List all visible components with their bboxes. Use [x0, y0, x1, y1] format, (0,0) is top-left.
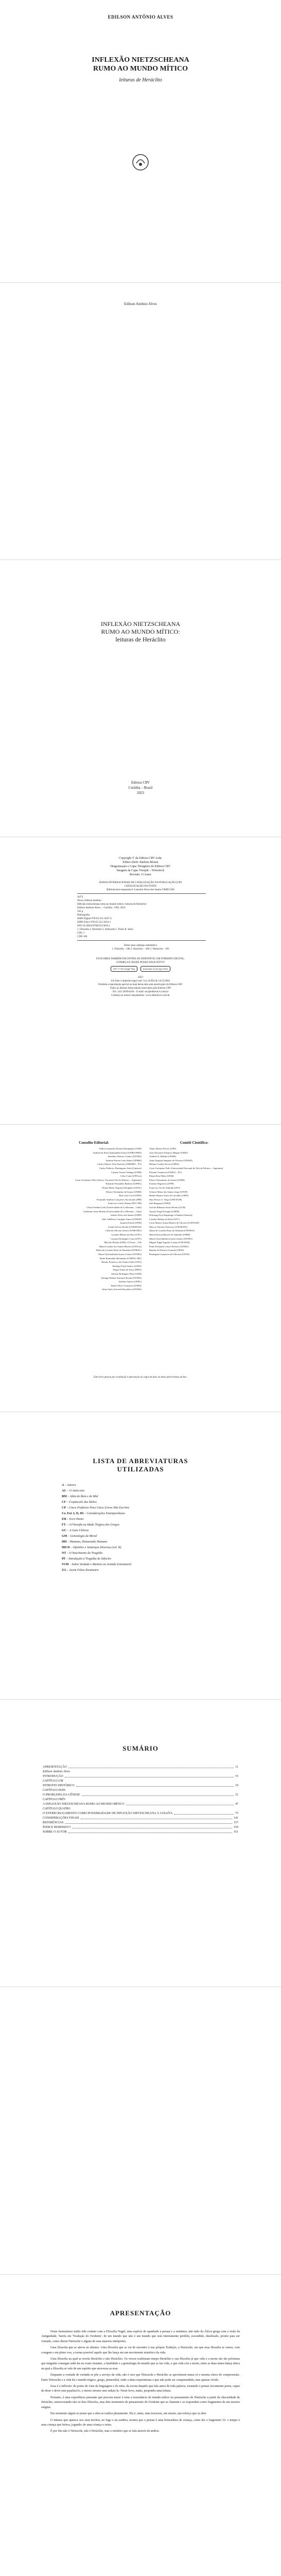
digital-available: ESTA OBRA TAMBÉM ENCONTRA-SE DISPONÍVEL EM FORMATO DIGITAL. [96, 958, 185, 960]
summary-entry-title: ÍNDICE REMISSIVO [43, 1826, 71, 1829]
abbreviation-code: HH [62, 1540, 67, 1544]
half-title-author: Edilson Antônio Alves [124, 302, 157, 306]
page-divider [0, 282, 281, 283]
copyright-credits [0, 856, 281, 877]
cip-entry-line: Alves, Edilson Antônio [77, 900, 101, 902]
council-member: Maria Lília Imbiriba Sousa Colares (UFOPA) [149, 1237, 192, 1240]
council-member: Jailson Alves dos Santos (UFRJ) [110, 1214, 142, 1217]
council-member: Maria Lília Imbiriba Sousa Colares (UFOPA) [98, 1253, 142, 1256]
summary-page-number: 75 [235, 1812, 238, 1815]
summary-entry-title: INTROITO HISTÓRICO [43, 1784, 75, 1787]
council-member: Elizeu Clementino de Souza (UNEB) [149, 1178, 185, 1181]
council-member: Ilma Passos A. Veiga (UNICEUB) [149, 1198, 182, 1201]
council-member: João Adalberto Campato Junior (UNESP) [102, 1217, 142, 1221]
abbreviation-row [62, 1511, 237, 1517]
abbreviation-row [62, 1556, 237, 1562]
abbreviation-desc: – A Filosofia na Idade Trágica dos Gregos [65, 1523, 119, 1527]
rights-line: Tel.: (41) 3039-6418 – E-mail: sac@editoracrv.com.br [112, 991, 169, 993]
page-divider [0, 1699, 281, 1700]
summary-row[interactable] [43, 1798, 238, 1802]
council-member: Carmen Tereza Velanga (UNIR) [111, 1171, 142, 1174]
body-paragraph: Uma filosofia na qual se revela Heráclito e não Heráclito. Os versos reafirmam tempo Heráclito e sua filosofia já que vida e a morte são tão próximas que ninguém consegue sabê-las no exato instante, a fatalidade e a genealogia do mundo que se faz vida, e que vida cria a morte, entre as duas numa dança única na qual a filosofia se vale de um espírito que atravessa as eras. [41, 2358, 240, 2370]
cip-subtitle: CATALOGAÇÃO NA FONTE [124, 885, 157, 888]
body-paragraph: O intenso que aparece nos seus trechos, no fogo e na sombra, mostra que o pensar é uma brincadeira de criança, como diz o fragmento 52: o tempo é uma criança que brinca, jogando; de uma criança o reino. [41, 2418, 240, 2427]
cip-entry-line: ISBN Digital 978-65-251-3637-2 [77, 918, 112, 920]
council-member: Barbara Coelho Neves (UFBA) [149, 1163, 180, 1166]
body-paragraph: Uma filosofia que se atreve ao abismo. Uma filosofia que se vai de encontro à sua própria Tradição, a Nietzsche, em que essa filosofia se ousou, com coragem e em pleno voo, a tornar possível aquilo que lhe lança em um movimento mistérico da vida. [41, 2346, 240, 2354]
abbreviation-row [62, 1488, 237, 1494]
council-member: Ramón de Oliveira Granado (UFES) [149, 1249, 184, 1252]
council-member: Lourdes Helena da Silva (UFV) [111, 1233, 142, 1236]
copyright-line: Copyright © da Editora CRV Ltda. [119, 857, 162, 860]
abbreviation-desc: – A Gaia Ciência [66, 1529, 89, 1532]
council-member: Maria Cristina dos Santos Bezerra (UFSCar) [99, 1245, 142, 1248]
rights-line: Conheça os nossos lançamentos: www.editoracrv.com.br [111, 994, 170, 997]
abbreviation-row [62, 1545, 237, 1551]
scientific-committee [149, 1141, 239, 1257]
council-member: Anselmo Alencar Colares (UFOPA) [107, 1155, 142, 1158]
cip-index-label: Índice para catálogo sistemático [124, 944, 157, 947]
abbreviations-subtitle: UTILIZADAS [117, 1465, 164, 1473]
councils-page [0, 1128, 281, 1406]
abbreviation-row [62, 1568, 237, 1573]
abbreviation-desc: – Genealogia da Moral [67, 1535, 97, 1538]
summary-entry-title: CAPÍTULO TRÊS [43, 1798, 65, 1801]
summary-leader [65, 1774, 234, 1777]
abbreviation-desc: – Cinco Prefácios Para Cinco Livros Não Escritos [66, 1506, 130, 1510]
title-page-line2: RUMO AO MUNDO MÍTICO: [101, 628, 180, 635]
summary-row[interactable] [43, 1793, 238, 1798]
abbreviation-row [62, 1505, 237, 1511]
summary-entry-title: SOBRE O AUTOR [43, 1831, 67, 1834]
abbreviation-code: ZA [62, 1569, 66, 1572]
summary-row[interactable] [43, 1765, 238, 1770]
title-page-line1: INFLEXÃO NIETZSCHEANA [100, 620, 181, 628]
page-divider [0, 2274, 281, 2275]
summary-page-number: 47 [235, 1803, 238, 1806]
council-member: Francisco Carlos Duarte (PUC-PR) [108, 1202, 142, 1205]
abbreviation-code: SVM [62, 1563, 69, 1566]
summary-page-number: 31 [235, 1793, 238, 1797]
council-member: Maria de Lourdes Pinto de Almeida (UNOESC) [149, 1229, 195, 1232]
summary-row[interactable] [43, 1770, 238, 1774]
title-page-publisher: Editora CRV [131, 781, 150, 785]
cover-title [0, 56, 281, 73]
presentation-body [41, 2330, 240, 2436]
summary-row[interactable] [43, 1816, 238, 1821]
abbreviations-list [62, 1483, 237, 1573]
editorial-council-list [46, 1147, 142, 1292]
summary-page-number: 161 [234, 1831, 238, 1834]
summary-row[interactable] [43, 1784, 238, 1788]
summary-page-number: 11 [235, 1766, 238, 1769]
summary-leader [65, 1821, 232, 1824]
title-page [0, 564, 281, 832]
title-page-imprint [0, 780, 281, 795]
cover-title-line1: INFLEXÃO NIETZSCHEANA [92, 56, 189, 64]
council-member: Elione Maria Nogueira Diogenes (UFAL) [102, 1186, 142, 1189]
body-paragraph: É por fim não é Nietzsche, não é Heráclito, mas o mistério que se fala através de ambos. [50, 2430, 160, 2433]
summary-leader [174, 1811, 234, 1815]
rights-line: Proibida a reprodução parcial ou total desta obra sem autorização da Editora CRV [98, 984, 183, 986]
summary-leader [68, 1830, 232, 1833]
abbreviation-desc: – Assim Falou Zaratustra [66, 1569, 99, 1572]
abbreviation-row [62, 1562, 237, 1568]
council-member: Marcelo Paixão (UFRJ e UTexas – US) [104, 1241, 142, 1244]
council-member: Lourdes Helena da Silva (UFV) [149, 1217, 180, 1221]
abbreviation-code: AC [62, 1489, 66, 1493]
abbreviation-code: HH II [62, 1546, 70, 1549]
summary-title: SUMÁRIO [122, 1744, 159, 1752]
summary-entry-title: Edilson Antônio Alves [43, 1770, 71, 1773]
peer-review-note: Este livro passou por avaliação e aprovação às cegas de dois ou mais pareceristas ad hoc. [94, 1376, 187, 1379]
council-member: Cesar Gerónimo Tello (Univer. Nacional Três de Febrero – Argentina) [75, 1178, 142, 1181]
app-note: CONHEÇA E BAIXE NOSSO APLICATIVO! [116, 961, 165, 964]
council-member: Eduardo Fernandes Barbosa (UFMG) [106, 1182, 142, 1185]
abbreviation-desc: – Introdução à Tragédia de Sófocles [65, 1557, 112, 1561]
summary-row[interactable] [43, 1821, 238, 1825]
summary-entry-title: INTRODUÇÃO [43, 1775, 63, 1778]
council-member: Marcos Vinicius Francisco (UNOESTE) [149, 1225, 188, 1228]
summary-leader [76, 1784, 234, 1787]
cip-entry-line: 1. Filosofia 2. Heráclito 3. Nietzsche I. Título II. Série. [77, 928, 134, 931]
publisher-logo-icon [130, 152, 151, 173]
council-member: Gláucia Maria dos Santos Jorge (UFOP) [149, 1190, 188, 1193]
abbreviation-code: A [62, 1484, 64, 1487]
app-store-badge[interactable]: Download on the App Store [140, 966, 171, 972]
abbreviation-code: CF [62, 1501, 66, 1504]
half-title-page [0, 286, 281, 554]
council-member: Andréia da Silva Quintanilha Sousa (UNIR/UFRN) [93, 1151, 142, 1154]
council-member: Élsio José Corá (UFFS) [119, 1194, 142, 1197]
summary-entry-title: CONSIDERAÇÕES FINAIS [43, 1817, 79, 1820]
copyright-line: Editor-chefe: Railson Moura [122, 861, 159, 864]
cover-author: EDILSON ANTÔNIO ALVES [108, 14, 173, 20]
abbreviation-row [62, 1539, 237, 1545]
summary-entry-title: O ENTRECRUZAMENTO COMO POSSIBILIDADE DE INFLEXÃO NIETZSCHEANA À JANAÍTA [43, 1812, 173, 1815]
council-member: Carlos Alberto Vilar Estêvão (UMINHO – PT) [97, 1163, 142, 1166]
summary-page-number: 19 [235, 1784, 238, 1787]
cip-entry-line: Bibliografia [77, 914, 90, 917]
council-member: Tania Suely Azevedo Brasileiro (UFOPA) [101, 1288, 142, 1291]
rights-line: 2023 [138, 976, 143, 979]
summary-page [0, 1703, 281, 1981]
rights-line: Todos os direitos desta edição reservados pela Editora CRV [110, 987, 171, 990]
abbreviations-heading [0, 1457, 281, 1473]
summary-entry-title: REFERÊNCIAS [43, 1821, 64, 1824]
blank-page [0, 1991, 281, 2269]
abbreviation-code: CP [62, 1506, 66, 1510]
cover-title-line2: RUMO AO MUNDO MÍTICO [93, 65, 188, 73]
title-page-title [0, 620, 281, 643]
abbreviation-code: Co. Ext. I, II, III [62, 1512, 84, 1515]
council-member: Eliane Rose Maio (UEM) [149, 1175, 174, 1178]
scientific-committee-title: Comitê Científico: [180, 1141, 208, 1145]
summary-page-number: 15 [235, 1775, 238, 1778]
summary-page-number: 159 [234, 1826, 238, 1829]
cover-page [0, 0, 281, 278]
council-member: Celso Conti (UFSCar) [120, 1175, 142, 1178]
summary-entry-title: CAPÍTULO DOIS [43, 1789, 65, 1792]
council-member: Rosângela Gonçalves de Oliveira (UFGD) [149, 1253, 190, 1256]
title-page-year: 2023 [137, 791, 144, 795]
council-member: Helder Buenos Aires de Carvalho (UFPI) [149, 1194, 188, 1197]
summary-list [0, 1765, 281, 1835]
summary-row[interactable] [43, 1811, 238, 1816]
title-page-line3: leituras de Heráclito [115, 636, 166, 643]
abbreviation-desc: – Considerações Extemporâneas [83, 1512, 125, 1515]
copyright-line: Imagem da Capa: Freepik – Wirestock [116, 869, 165, 872]
council-member: Aldira Guimarães Duarte Domínguez (UNB) [99, 1147, 142, 1150]
abbreviations-title: LISTA DE ABREVIATURAS [93, 1457, 188, 1465]
abbreviation-row [62, 1528, 237, 1534]
council-member: Simone Rodrigues Pinto (UNB) [111, 1273, 142, 1275]
council-member: Josania Portela (UFPI) [120, 1222, 142, 1225]
cip-entry-line: DOI 10.24824/978652513634.1 [77, 925, 111, 927]
summary-entry-title: CAPÍTULO UM [43, 1780, 63, 1783]
page-divider [0, 1124, 281, 1125]
abbreviation-row [62, 1551, 237, 1556]
council-member: Guillermo Arias Beatón (Universidade de La Havana – Cuba) [83, 1210, 142, 1213]
presentation-title: APRESENTAÇÃO [110, 2309, 171, 2317]
cip-entry-line: CDD 100 [77, 936, 87, 938]
council-member: Jussara Fraga Portugal (UNEB) [149, 1210, 180, 1213]
copyright-line: Revisão: O Autor [130, 873, 151, 876]
council-member: Kilwangy Kya Kapitango-a-Samba (Unemat) [149, 1214, 192, 1217]
council-member: Luciano Rodrigues Costa (UFV) [110, 1237, 142, 1240]
council-member: Anna Augusta Sampaio de Oliveira (UNESP) [149, 1159, 192, 1162]
abbreviation-desc: – Humano, Demasiado Humano [66, 1540, 108, 1544]
council-member: Rodrigo Pratte-Santos (UFES) [112, 1264, 142, 1267]
body-paragraph: Em momento algum se pense que a obra se realiza plenamente. Ela é, antes, uma travessia, um ensaio, um esforço que se abre. [50, 2412, 207, 2416]
council-member: Fernando Antônio Gonçalves Alcoforado (IPB) [96, 1198, 142, 1201]
cip-index-items: 1. Filosofia – 100 2. Heráclito – 180 3. Nietzsche – 193 [112, 948, 169, 951]
abbreviation-row [62, 1522, 237, 1528]
summary-leader [68, 1765, 234, 1768]
council-member: Ana Chrystina Venancio Mignot (UERJ) [149, 1151, 188, 1154]
council-member: Elizeu Clementino de Souza (UNEB) [106, 1190, 142, 1193]
council-member: José de Ribamar Sousa Pereira (UCB) [149, 1206, 186, 1209]
abbreviation-desc: – Crepúsculo dos Ídolos [66, 1501, 97, 1504]
summary-row[interactable] [43, 1779, 238, 1784]
council-member: Maria Eurácia Barreto de Andrade (UFRB) [149, 1233, 190, 1236]
abbreviation-code: GC [62, 1529, 66, 1532]
abbreviation-desc: – Sobre Verdade e Mentira no Sentido Extramoral [68, 1563, 132, 1566]
abbreviation-code: PF [62, 1557, 66, 1561]
council-member: Leonel Severo Rocha (UNISINOS) [108, 1225, 142, 1228]
summary-leader [81, 1816, 232, 1819]
summary-row[interactable] [43, 1825, 238, 1830]
summary-entry-title: APRESENTAÇÃO [43, 1766, 67, 1769]
summary-leader [82, 1793, 234, 1796]
body-paragraph: Essa é a inflexão: do ponto de vista da linguagem e do mito, da escuta daquilo que fala antes de toda palavra, tornando o pensar novamente poeta, capaz de dizer o devir sem paralisá-lo, o eterno retorno sem reduzi-lo. Neste livro, então, proponho uma leitura. [41, 2385, 240, 2393]
council-member: Inês Bragança (UERJ) [149, 1202, 171, 1205]
council-member: Andréia N. Militão (UEMS) [149, 1155, 177, 1158]
abbreviation-row [62, 1494, 237, 1500]
presentation-page [0, 2278, 281, 2576]
rights-line: Foi feito o depósito legal conf. Lei 10.994 de 14/12/2004 [111, 980, 170, 982]
council-member: Renato Francisco dos Santos Paula (UFG) [101, 1261, 142, 1264]
cip-title: DADOS INTERNACIONAIS DE CATALOGAÇÃO NA PUBLICAÇÃO (CIP) [99, 882, 182, 884]
title-page-city: Curitiba – Brasil [128, 786, 153, 790]
cover-subtitle: leituras de Heráclito [119, 77, 162, 83]
summary-leader [72, 1825, 232, 1828]
abbreviation-code: GM [62, 1535, 67, 1538]
cip-entry-line: 162 p. [77, 910, 84, 913]
body-paragraph: Portanto, é uma experiência pensante que procura trazer à tona a ressonância do mundo mítico no pensamento de Nietzsche a partir da obscuridade de Heráclito, entrecruzando não só dois filósofos, mas dois momentos do pensamento do Ocidente que se chamam e se respondem como fragmentos de um mesmo enigma. [41, 2396, 240, 2409]
council-member: Carlos Federico Dominguez Avila (Unieuro) [99, 1166, 142, 1170]
summary-row[interactable] [43, 1830, 238, 1835]
council-member: Fauston Negreiros (UFPI) [149, 1182, 174, 1185]
abbreviation-desc: – Opiniões e Sentenças Diversas (vol. II) [69, 1546, 121, 1549]
cip-entry-line: A474 [77, 896, 83, 899]
summary-entry-title: A INFLEXÃO NIETZSCHEANA RUMO AO MUNDO MÍTICO [43, 1803, 125, 1806]
editorial-council [46, 1141, 142, 1292]
council-member: Paulo Fernando Lemos Pacheco (UFMG) [149, 1245, 189, 1248]
digital-note [0, 957, 281, 972]
body-paragraph: Neste momentoso tenho tido contato com a Filosofia Nagel, uma espécie de apanhado a pensar e a sentimos, não tudo da África grega com a visão da Antiguidade, Tarefa em 'Tradução do Ocidente', de um mundo que não é um mundo que está inteiramente perdido, escondido, idealizado, pronto para ser visitado, como dizem Nietzsche e alguns de seus maiores intérpretes. [41, 2330, 240, 2343]
council-member: Francisco Ari de Andrade (UFC) [149, 1186, 181, 1189]
summary-leader [126, 1802, 234, 1805]
abbreviation-row [62, 1500, 237, 1505]
google-play-badge[interactable]: GET IT ON Google Play [111, 966, 138, 972]
abbreviation-code: BM [62, 1495, 67, 1498]
abbreviation-desc: – O Nascimento da Tragédia [66, 1552, 103, 1555]
council-member: Antônio Pereira Gaio Júnior (UFRRJ) [106, 1159, 142, 1162]
cip-entry-line: Inflexão nietzscheana rumo ao mundo mítico: leituras de Heráclito / [77, 903, 148, 906]
council-member: Maria de Lourdes Pinto de Almeida (UNOESC) [96, 1249, 142, 1252]
council-member: Lídia de Oliveira Xavier (UNIEURO) [106, 1229, 142, 1232]
summary-entry-title: O PROBLEMA DA GÊNESE [43, 1793, 80, 1797]
summary-row[interactable] [43, 1788, 238, 1793]
abbreviations-page [0, 1416, 281, 1694]
abbreviation-desc: – Aurora [64, 1484, 76, 1487]
council-member: Sérgio Nunes de Jesus (IFRO) [113, 1268, 142, 1272]
council-member: Míguel Ángel Aguilar Lozano (UNLPAM) [149, 1241, 190, 1244]
summary-entry-title: CAPÍTULO QUATRO [43, 1807, 71, 1810]
abbreviation-row [62, 1483, 237, 1488]
copyright-line: Diagramação e Capa: Designers da Editora CRV [110, 865, 171, 868]
council-member: Cesar Gerónimo Tello (Universidad Nacional de Três de Febrero – Argentina) [149, 1166, 223, 1170]
copyright-page [0, 841, 281, 1119]
summary-row[interactable] [43, 1774, 238, 1779]
cip-entry-line: ISBN Físico 978-65-251-3634-1 [77, 921, 111, 924]
summary-page-number: 141 [234, 1817, 238, 1820]
cip-entry-box [77, 893, 206, 941]
abbreviation-code: FT [62, 1523, 66, 1527]
council-member: Diosnel Centurion (UNIDA – PY) [149, 1171, 182, 1174]
abbreviation-desc: – O Anticristo [66, 1489, 85, 1493]
abbreviation-desc: – Além do Bem e do Mal [66, 1495, 98, 1498]
body-paragraph: Enquanto a vontade de verdade se põe a serviço da vida, não é raro que Nietzsche e Heráclito se aproximem numa só e mesma chave de compreensão. Entre Nietzsche e a vida há o mundo trágico, grego, primordial, onde a alma experimenta o que não pode ser compreendido, mas apenas vivido. [41, 2374, 240, 2382]
cip-header [0, 881, 281, 892]
council-member: Altair Alberto Fávero (UPF) [149, 1147, 177, 1150]
abbreviation-code: EH [62, 1518, 66, 1521]
summary-page-number: 157 [234, 1821, 238, 1824]
abbreviation-row [62, 1517, 237, 1522]
cip-librarian: Bibliotecária responsável: Luzenira Alves dos Santos CRB9/1506 [107, 889, 174, 891]
abbreviation-row [62, 1534, 237, 1539]
council-member: Solange Helena Ximenes-Rocha (UFOPA) [101, 1276, 142, 1279]
council-member: Sydione Santos (UEPG) [118, 1280, 142, 1283]
cip-index [0, 944, 281, 951]
abbreviation-desc: – Ecce Homo [66, 1518, 84, 1521]
scientific-committee-list [149, 1147, 239, 1257]
summary-row[interactable] [43, 1802, 238, 1807]
council-member: Lucia Marisy Souza Ribeiro de Oliveira (UNIVASF) [149, 1222, 200, 1225]
abbreviation-code: NT [62, 1552, 66, 1555]
council-member: Paulo Romualdo Hernandes (UNIFAL-MG) [99, 1257, 142, 1260]
council-member: Gloria Fariñas León (Universidade de La Havana – Cuba) [86, 1206, 142, 1209]
cip-entry-line: CDU 1 [77, 932, 85, 935]
cip-entry-line: Edilson Antônio Alves. – Curitiba : CRV, 2023. [77, 907, 126, 909]
store-badges [0, 966, 281, 972]
rights-block [0, 976, 281, 997]
summary-row[interactable] [43, 1807, 238, 1811]
editorial-council-title: Conselho Editorial: [79, 1141, 109, 1145]
council-member: Tadeu Oliver Gonçalves (UFPA) [110, 1284, 142, 1287]
